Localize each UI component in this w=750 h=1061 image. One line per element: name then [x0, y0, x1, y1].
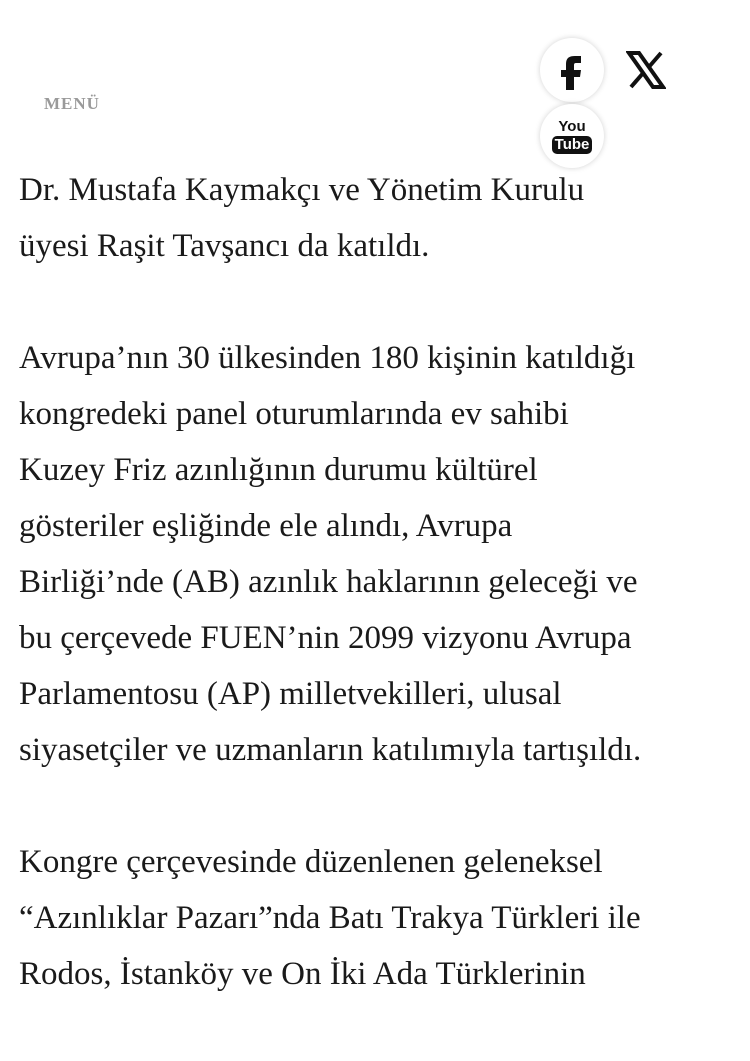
article-paragraph-1: Dr. Mustafa Kaymakçı ve Yönetim Kurulu üyesi Raşit Tavşancı da katıldı.: [19, 172, 585, 264]
menu-button[interactable]: MENÜ: [44, 94, 100, 113]
article-paragraph-2: Avrupa’nın 30 ülkesinden 180 kişinin katıldığı kongredeki panel oturumlarında ev sahibi Kuzey Friz azınlığının durumu kültürel gösteriler eşliğinde ele alındı, Avrupa Birliği’nde (AB) azınlık haklarının geleceği ve bu çerçevede FUEN’nin 2099 vizyonu Avrupa Parlamentosu (AP) milletvekilleri, ulusal siyasetçiler ve uzmanların katılımıyla tartışıldı.: [19, 340, 642, 768]
x-button[interactable]: [614, 38, 678, 102]
article-partial-line: [19, 116, 741, 162]
x-icon: [626, 50, 666, 90]
article-paragraph-3: Kongre çerçevesinde düzenlenen geleneksel “Azınlıklar Pazarı”nda Batı Trakya Türkleri ile Rodos, İstanköy ve On İki Ada Türklerinin: [19, 844, 641, 992]
facebook-button[interactable]: [540, 38, 604, 102]
facebook-icon: [557, 50, 587, 90]
youtube-icon: You Tube: [552, 119, 593, 154]
youtube-button[interactable]: [540, 104, 604, 168]
article-body: [19, 116, 741, 1058]
